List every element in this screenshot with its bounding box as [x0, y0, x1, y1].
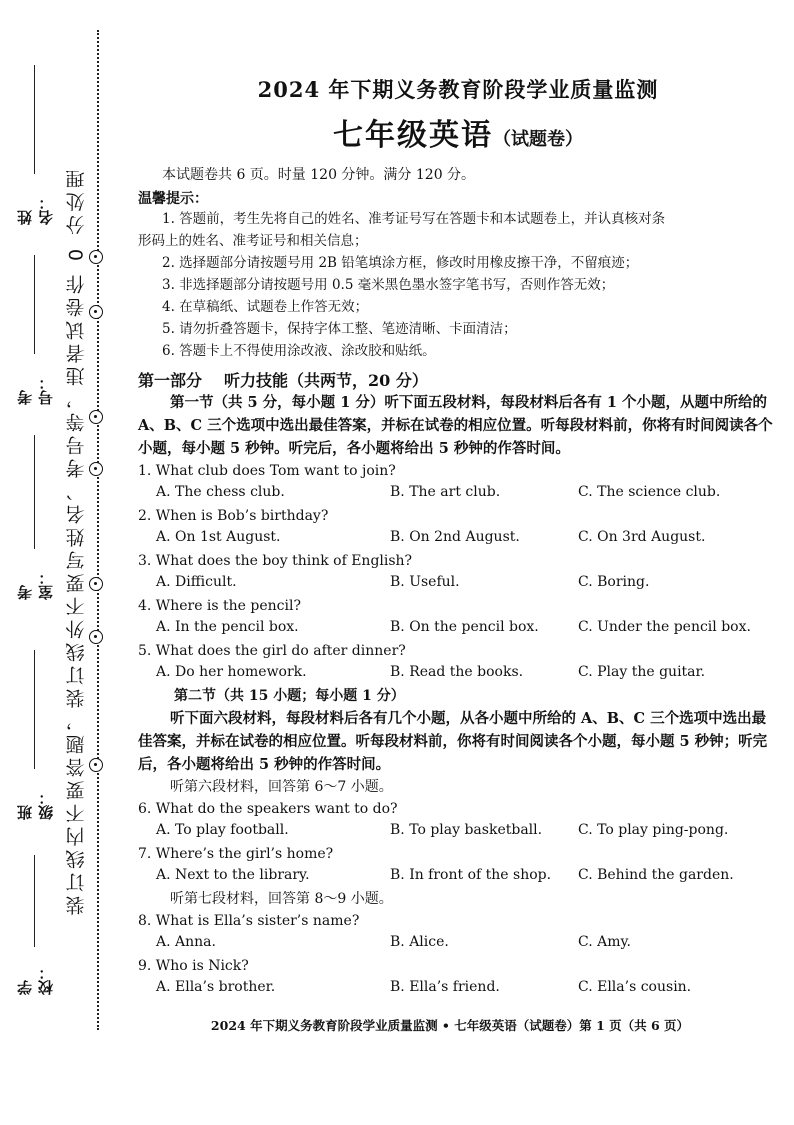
room-line	[35, 435, 36, 549]
subject-name: 七年级英语	[333, 118, 493, 153]
answer-options	[138, 932, 778, 955]
question-stem: 2. When is Bob’s birthday?	[138, 508, 329, 524]
name-field	[16, 65, 55, 225]
option-b: B. Read the books.	[390, 664, 524, 680]
answer-options	[138, 820, 778, 843]
question-stem: 4. Where is the pencil?	[138, 598, 301, 614]
question-stem: 8. What is Ella’s sister’s name?	[138, 913, 360, 929]
option-a: A. On 1st August.	[156, 529, 281, 545]
question-stem: 3. What does the boy think of English?	[138, 553, 413, 569]
part1-label: 第一部分	[138, 371, 203, 390]
part1-heading	[138, 368, 778, 391]
number-field	[16, 255, 55, 405]
tip-item: 形码上的姓名、准考证号和相关信息；	[138, 233, 368, 249]
tip-item: 3. 非选择题部分请按题号用 0.5 毫米黑色墨水签字笔书写，否则作答无效；	[162, 277, 615, 293]
room-label: 考室：	[16, 570, 55, 600]
exam-title: 2024 年下期义务教育阶段学业质量监测	[257, 77, 659, 102]
room-field	[16, 435, 55, 600]
option-b: B. Ella’s friend.	[390, 979, 500, 995]
answer-options	[138, 572, 778, 595]
option-a: A. To play football.	[156, 822, 289, 838]
name-label: 姓名：	[16, 195, 55, 225]
option-b: B. The art club.	[390, 484, 501, 500]
question-stem: 5. What does the girl do after dinner?	[138, 643, 406, 659]
option-c: C. On 3rd August.	[578, 529, 706, 545]
option-b: B. Useful.	[390, 574, 460, 590]
question-stem: 9. Who is Nick?	[138, 958, 249, 974]
tip-item: 5. 请勿折叠答题卡，保持字体工整、笔迹清晰、卡面清洁；	[162, 321, 517, 337]
option-c: C. Play the guitar.	[578, 664, 706, 680]
question-list-c	[138, 910, 778, 1000]
binding-hole	[89, 758, 103, 772]
number-line	[35, 255, 36, 354]
answer-options	[138, 662, 778, 685]
answer-options	[138, 527, 778, 550]
option-a: A. Ella’s brother.	[156, 979, 276, 995]
binding-hole	[89, 410, 103, 424]
class-label: 班级：	[16, 790, 55, 820]
option-b: B. On the pencil box.	[390, 619, 539, 635]
exam-content	[138, 70, 778, 1000]
school-line	[35, 855, 36, 947]
tip-item: 4. 在草稿纸、试题卷上作答无效；	[162, 299, 369, 315]
option-b: B. To play basketball.	[390, 822, 543, 838]
passage7-instruction: 听第七段材料，回答第 8～9 小题。	[170, 891, 393, 907]
binding-warning: 装订线内不要答题，装订线外不要写姓名、考号等，违者试卷作 0 分处理	[65, 165, 88, 915]
answer-options	[138, 865, 778, 888]
class-field	[16, 650, 55, 820]
question-list-b	[138, 798, 778, 888]
tip-item: 6. 答题卡上不得使用涂改液、涂改胶和贴纸。	[162, 343, 436, 359]
section1-instructions: 第一节（共 5 分，每小题 1 分）听下面五段材料，每段材料后各有 1 个小题，从题中所给的 A、B、C 三个选项中选出最佳答案，并标在试卷的相应位置。听每段材料前，你将有时间阅读各个小题，每小题 5 秒钟。听完后，各小题将给出 5 秒钟的作答时间。	[138, 394, 773, 457]
binding-hole	[89, 462, 103, 476]
option-a: A. Anna.	[156, 934, 216, 950]
option-c: C. Under the pencil box.	[578, 619, 751, 635]
binding-hole	[89, 630, 103, 644]
passage6-instruction: 听第六段材料，回答第 6～7 小题。	[170, 779, 393, 795]
tip-item: 1. 答题前，考生先将自己的姓名、准考证号写在答题卡和本试题卷上，并认真核对条	[162, 211, 666, 227]
option-b: B. In front of the shop.	[390, 867, 552, 883]
tip-item: 2. 选择题部分请按题号用 2B 铅笔填涂方框，修改时用橡皮擦干净，不留痕迹；	[162, 255, 639, 271]
option-b: B. Alice.	[390, 934, 449, 950]
number-label: 考号：	[16, 375, 55, 405]
option-a: A. In the pencil box.	[156, 619, 299, 635]
option-c: C. Boring.	[578, 574, 650, 590]
option-c: C. The science club.	[578, 484, 721, 500]
option-a: A. The chess club.	[156, 484, 285, 500]
name-line	[35, 65, 36, 174]
option-a: A. Do her homework.	[156, 664, 307, 680]
option-c: C. Ella’s cousin.	[578, 979, 692, 995]
question-list-a	[138, 460, 778, 685]
school-field	[16, 855, 55, 995]
question-stem: 7. Where’s the girl’s home?	[138, 846, 334, 862]
option-b: B. On 2nd August.	[390, 529, 520, 545]
class-line	[35, 650, 36, 769]
binding-hole	[89, 250, 103, 264]
option-c: C. Behind the garden.	[578, 867, 734, 883]
exam-intro: 本试题卷共 6 页。时量 120 分钟。满分 120 分。	[162, 167, 476, 183]
binding-margin-fields	[16, 60, 55, 995]
binding-dotted-line	[97, 30, 99, 1030]
answer-options	[138, 617, 778, 640]
tips-title: 温馨提示：	[138, 191, 208, 207]
part1-title: 听力技能（共两节，20 分）	[224, 371, 428, 390]
option-a: A. Next to the library.	[156, 867, 310, 883]
subject-subtitle: （试题卷）	[493, 129, 583, 150]
answer-options	[138, 977, 778, 1000]
binding-hole	[89, 305, 103, 319]
answer-options	[138, 482, 778, 505]
option-c: C. To play ping-pong.	[578, 822, 729, 838]
school-label: 学校：	[16, 965, 55, 995]
question-stem: 6. What do the speakers want to do?	[138, 801, 398, 817]
page-footer: 2024 年下期义务教育阶段学业质量监测 • 七年级英语（试题卷）第 1 页（共 6 页）	[210, 1018, 690, 1033]
subject-title	[138, 110, 778, 154]
question-stem: 1. What club does Tom want to join?	[138, 463, 396, 479]
option-c: C. Amy.	[578, 934, 631, 950]
section2-instructions: 听下面六段材料，每段材料后各有几个小题，从各小题中所给的 A、B、C 三个选项中选出最佳答案，并标在试卷的相应位置。听每段材料前，你将有时间阅读各个小题，每小题 5 秒钟；听完后，各小题将给出 5 秒钟的作答时间。	[138, 710, 768, 773]
option-a: A. Difficult.	[156, 574, 237, 590]
section2-title: 第二节（共 15 小题；每小题 1 分）	[174, 688, 405, 704]
binding-hole	[89, 577, 103, 591]
